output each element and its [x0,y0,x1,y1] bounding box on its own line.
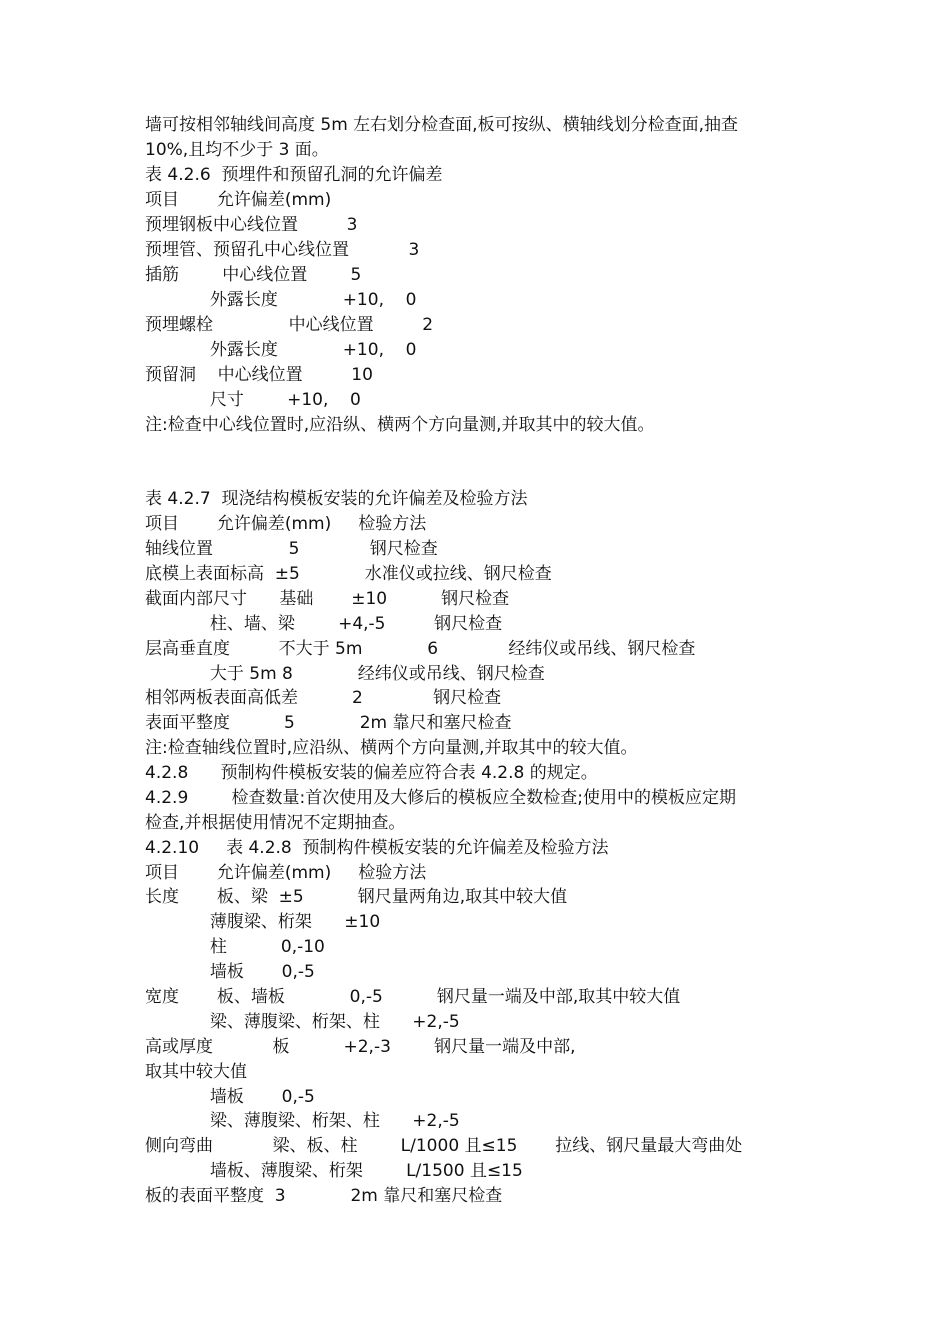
table-row: 尺寸 +10, 0 [145,390,361,410]
table-row: 墙板 0,-5 [145,1087,315,1107]
table-row: 插筋 中心线位置 5 [145,265,362,285]
table-title: 4.2.10 表 4.2.8 预制构件模板安装的允许偏差及检验方法 [145,838,609,858]
table-row: 薄腹梁、桁架 ±10 [145,912,381,932]
table-header: 项目 允许偏差(mm) [145,190,332,210]
table-row: 侧向弯曲 梁、板、柱 L/1000 且≤15 拉线、钢尺量最大弯曲处 [145,1136,743,1156]
text-line: 10%,且均不少于 3 面。 [145,140,329,160]
table-header: 项目 允许偏差(mm) 检验方法 [145,514,427,534]
table-row: 底模上表面标高 ±5 水准仪或拉线、钢尺检查 [145,564,552,584]
text-line: 墙可按相邻轴线间高度 5m 左右划分检查面,板可按纵、横轴线划分检查面,抽查 [145,115,738,135]
table-row: 预留洞 中心线位置 10 [145,365,373,385]
table-header: 项目 允许偏差(mm) 检验方法 [145,863,427,883]
clause-text: 4.2.9 检查数量:首次使用及大修后的模板应全数检查;使用中的模板应定期 [145,788,736,808]
table-row: 外露长度 +10, 0 [145,340,417,360]
table-row: 墙板、薄腹梁、桁架 L/1500 且≤15 [145,1161,523,1181]
table-note: 注:检查中心线位置时,应沿纵、横两个方向量测,并取其中的较大值。 [145,415,655,435]
table-row: 梁、薄腹梁、桁架、柱 +2,-5 [145,1111,460,1131]
table-title: 表 4.2.6 预埋件和预留孔洞的允许偏差 [145,165,443,185]
table-row: 轴线位置 5 钢尺检查 [145,539,438,559]
clause-text: 检查,并根据使用情况不定期抽查。 [145,813,406,833]
table-row: 预埋螺栓 中心线位置 2 [145,315,434,335]
table-title: 表 4.2.7 现浇结构模板安装的允许偏差及检验方法 [145,489,528,509]
table-row: 外露长度 +10, 0 [145,290,417,310]
table-row: 层高垂直度 不大于 5m 6 经纬仪或吊线、钢尺检查 [145,639,696,659]
table-row: 柱、墙、梁 +4,-5 钢尺检查 [145,614,503,634]
table-row: 宽度 板、墙板 0,-5 钢尺量一端及中部,取其中较大值 [145,987,681,1007]
table-row: 相邻两板表面高低差 2 钢尺检查 [145,688,502,708]
table-row: 预埋钢板中心线位置 3 [145,215,358,235]
table-row: 柱 0,-10 [145,937,325,957]
table-row: 高或厚度 板 +2,-3 钢尺量一端及中部, [145,1037,576,1057]
table-row: 截面内部尺寸 基础 ±10 钢尺检查 [145,589,510,609]
table-row: 墙板 0,-5 [145,962,315,982]
table-row: 长度 板、梁 ±5 钢尺量两角边,取其中较大值 [145,887,568,907]
table-row: 梁、薄腹梁、桁架、柱 +2,-5 [145,1012,460,1032]
table-note: 注:检查轴线位置时,应沿纵、横两个方向量测,并取其中的较大值。 [145,738,638,758]
table-row: 表面平整度 5 2m 靠尺和塞尺检查 [145,713,512,733]
table-row: 大于 5m 8 经纬仪或吊线、钢尺检查 [145,664,545,684]
clause-text: 4.2.8 预制构件模板安装的偏差应符合表 4.2.8 的规定。 [145,763,598,783]
table-row: 取其中较大值 [145,1062,247,1082]
table-row: 预埋管、预留孔中心线位置 3 [145,240,420,260]
table-row: 板的表面平整度 3 2m 靠尺和塞尺检查 [145,1186,503,1206]
